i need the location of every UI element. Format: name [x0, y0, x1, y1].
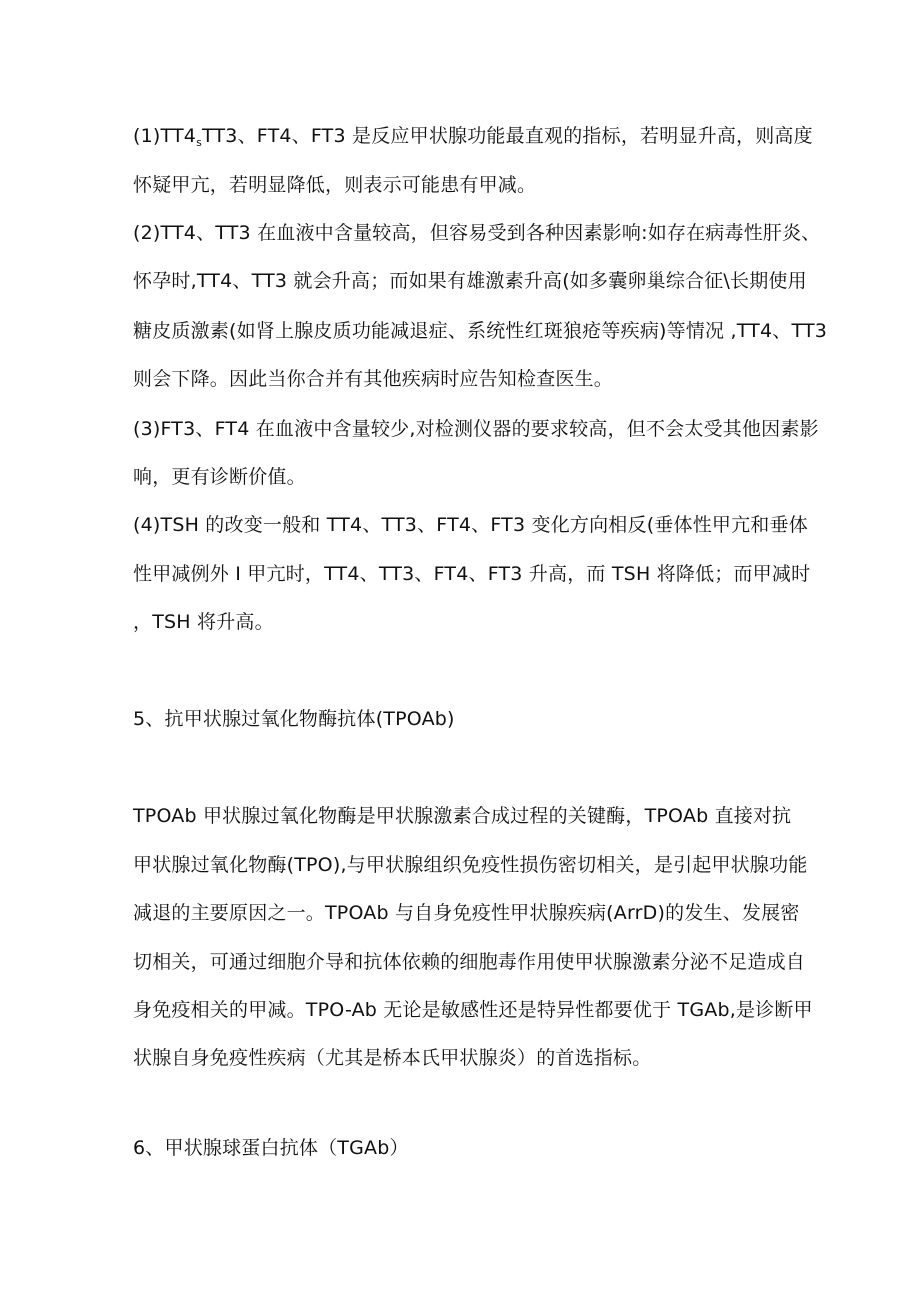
item3-line1: (3)FT3、FT4 在血液中含量较少,对检测仪器的要求较高，但不会太受其他因素影 — [133, 418, 819, 440]
section5-para-line: TPOAb 甲状腺过氧化物酶是甲状腺激素合成过程的关键酶，TPOAb 直接对抗 — [133, 805, 792, 827]
section5-para-line: 状腺自身免疫性疾病（尤其是桥本氏甲状腺炎）的首选指标。 — [133, 1047, 652, 1069]
item4-line2: 性甲减例外 I 甲亢时，TT4、TT3、FT4、FT3 升高，而 TSH 将降低；而甲减时 — [133, 563, 811, 585]
item1-line2: 怀疑甲亢，若明显降低，则表示可能患有甲减。 — [133, 174, 537, 196]
item4-line3: ，TSH 将升高。 — [133, 611, 274, 633]
section6-heading: 6、甲状腺球蛋白抗体（TGAb） — [133, 1137, 409, 1159]
section5-para-line: 减退的主要原因之一。TPOAb 与自身免疫性甲状腺疾病(ArrD)的发生、发展密 — [133, 902, 800, 924]
item4-line1: (4)TSH 的改变一般和 TT4、TT3、FT4、FT3 变化方向相反(垂体性甲亢和垂体 — [133, 514, 808, 536]
item1-line1: $(1)TT4_sTT3$、FT4、FT3 是反应甲状腺功能最直观的指标，若明显升高，则高度 — [133, 125, 813, 149]
section5-para-line: 切相关，可通过细胞介导和抗体依赖的细胞毒作用使甲状腺激素分泌不足造成自 — [133, 951, 806, 973]
section5-heading: 5、抗甲状腺过氧化物酶抗体(TPOAb) — [133, 708, 455, 730]
item3-line2: 响，更有诊断价值。 — [133, 466, 306, 488]
item2-line1: (2)TT4、TT3 在血液中含量较高，但容易受到各种因素影响:如存在病毒性肝炎、 — [133, 222, 821, 244]
section5-para-line: 身免疫相关的甲减。TPO-Ab 无论是敏感性还是特异性都要优于 TGAb,是诊断甲 — [133, 999, 813, 1021]
item2-line3: 糖皮质激素(如肾上腺皮质功能减退症、系统性红斑狼疮等疾病)等情况 ,TT4、TT3 — [133, 320, 828, 342]
item2-line2: 怀孕时,TT4、TT3 就会升高；而如果有雄激素升高(如多囊卵巢综合征\长期使用 — [133, 270, 807, 292]
section5-para-line: 甲状腺过氧化物酶(TPO),与甲状腺组织免疫性损伤密切相关，是引起甲状腺功能 — [133, 854, 808, 876]
item2-line4: 则会下降。因此当你合并有其他疾病时应告知检查医生。 — [133, 368, 614, 390]
